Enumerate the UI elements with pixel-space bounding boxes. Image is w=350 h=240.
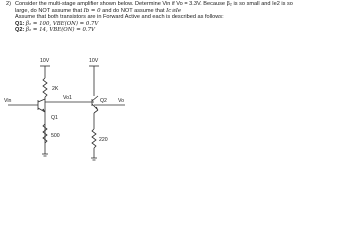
- resistor-220: [92, 129, 96, 148]
- label-supply-left: 10V: [40, 58, 50, 64]
- q2-spec: β₂ = 14, VBE(ON) = 0.7V: [25, 27, 95, 34]
- label-vin: Vin: [4, 98, 12, 104]
- problem-text-1: Consider the multi-stage amplifier shown below. Determine Vin if Vo = 3.3V. Because β₂ is so small and Ie2 is so: [15, 1, 293, 7]
- label-r-2k: 2K: [52, 86, 59, 92]
- q1-spec: β₁ = 100, VBE(ON) = 0.7V: [25, 20, 99, 27]
- label-q1: Q1: [51, 115, 58, 121]
- label-vo1: Vo1: [63, 95, 72, 101]
- q1-label: Q1:: [15, 20, 25, 27]
- label-r-220: 220: [99, 137, 108, 143]
- math-ib-zero: Ib = 0: [83, 7, 101, 14]
- problem-number: 2): [6, 1, 11, 7]
- resistor-2k: [43, 78, 47, 97]
- label-r-500: 500: [51, 133, 60, 139]
- problem-text-2b: and do NOT assume that: [102, 7, 165, 14]
- label-vo: Vo: [118, 98, 125, 104]
- label-supply-right: 10V: [89, 58, 99, 64]
- problem-text-2a: large, do NOT assume that: [15, 7, 83, 14]
- problem-line-3: Assume that both transistors are in Forward Active and each is described as follows:: [15, 14, 224, 21]
- math-ic-approx-ie: Ic≅Ie: [166, 7, 182, 14]
- label-q2: Q2: [100, 98, 107, 104]
- q2-label: Q2:: [15, 27, 25, 34]
